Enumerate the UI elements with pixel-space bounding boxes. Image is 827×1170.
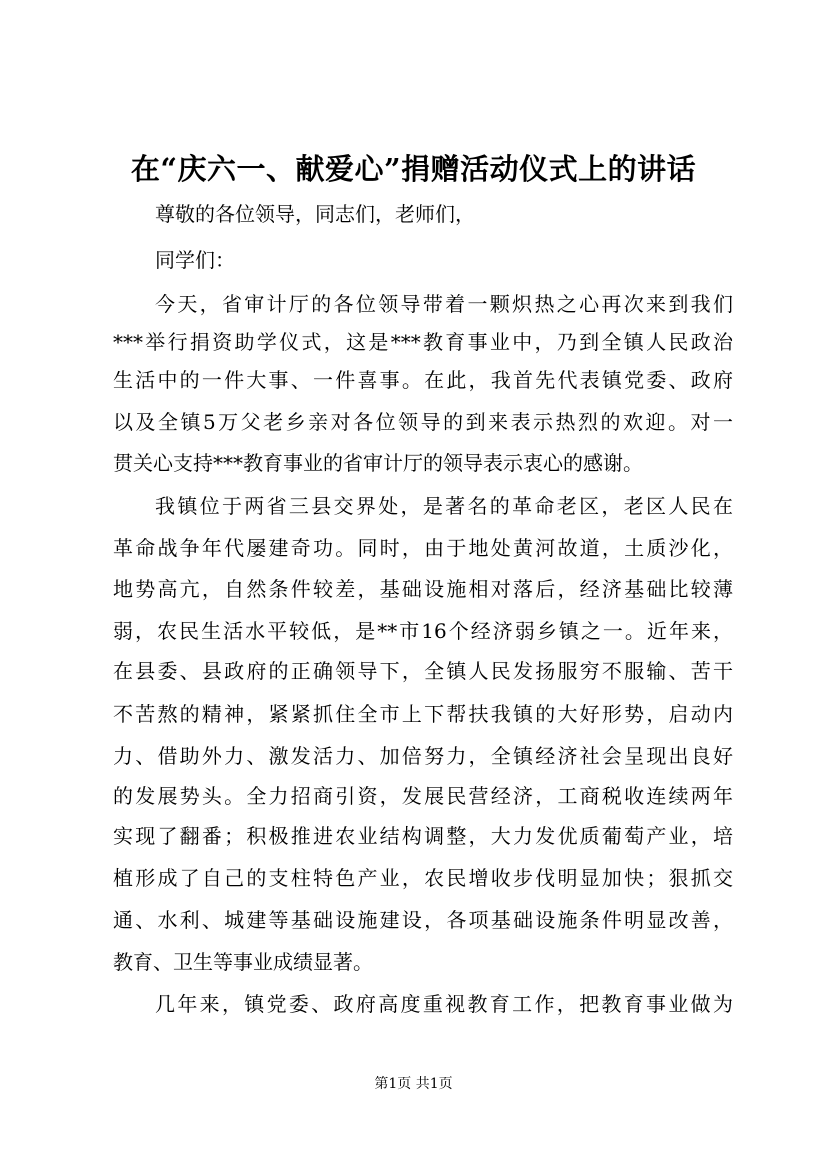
paragraph-2-line-7: 力、借助外力、激发活力、加倍努力，全镇经济社会呈现出良好	[113, 744, 733, 768]
salutation-line-2: 同学们：	[155, 248, 235, 272]
paragraph-2-line-2: 革命战争年代屡建奇功。同时，由于地处黄河故道，土质沙化，	[113, 536, 733, 560]
paragraph-2-line-4: 弱，农民生活水平较低，是**市16个经济弱乡镇之一。近年来，	[113, 619, 733, 643]
paragraph-3-line-1: 几年来，镇党委、政府高度重视教育工作，把教育事业做为	[155, 992, 733, 1016]
paragraph-2-line-12: 教育、卫生等事业成绩显著。	[113, 950, 373, 974]
paragraph-2-line-10: 植形成了自己的支柱特色产业，农民增收步伐明显加快；狠抓交	[113, 866, 733, 890]
salutation-line-1: 尊敬的各位领导，同志们，老师们，	[155, 202, 475, 226]
paragraph-1-line-4: 以及全镇5万父老乡亲对各位领导的到来表示热烈的欢迎。对一	[113, 410, 733, 434]
page-footer: 第1页 共1页	[374, 1076, 453, 1092]
paragraph-1-line-2: ***举行捐资助学仪式，这是***教育事业中，乃到全镇人民政治	[113, 330, 733, 354]
paragraph-2-line-11: 通、水利、城建等基础设施建设，各项基础设施条件明显改善，	[113, 908, 733, 932]
document-title: 在“庆六一、献爱心”捐赠活动仪式上的讲话	[130, 152, 697, 186]
paragraph-2-line-3: 地势高亢，自然条件较差，基础设施相对落后，经济基础比较薄	[113, 577, 733, 601]
paragraph-2-line-8: 的发展势头。全力招商引资，发展民营经济，工商税收连续两年	[113, 784, 733, 808]
paragraph-2-line-5: 在县委、县政府的正确领导下，全镇人民发扬服穷不服输、苦干	[113, 659, 733, 683]
paragraph-1-line-3: 生活中的一件大事、一件喜事。在此，我首先代表镇党委、政府	[113, 368, 733, 392]
paragraph-2-line-1: 我镇位于两省三县交界处，是著名的革命老区，老区人民在	[155, 494, 733, 518]
paragraph-1-line-1: 今天，省审计厅的各位领导带着一颗炽热之心再次来到我们	[155, 292, 733, 316]
paragraph-2-line-6: 不苦熬的精神，紧紧抓住全市上下帮扶我镇的大好形势，启动内	[113, 702, 733, 726]
paragraph-1-line-5: 贯关心支持***教育事业的省审计厅的领导表示衷心的感谢。	[113, 451, 643, 475]
paragraph-2-line-9: 实现了翻番；积极推进农业结构调整，大力发优质葡萄产业，培	[113, 824, 733, 848]
